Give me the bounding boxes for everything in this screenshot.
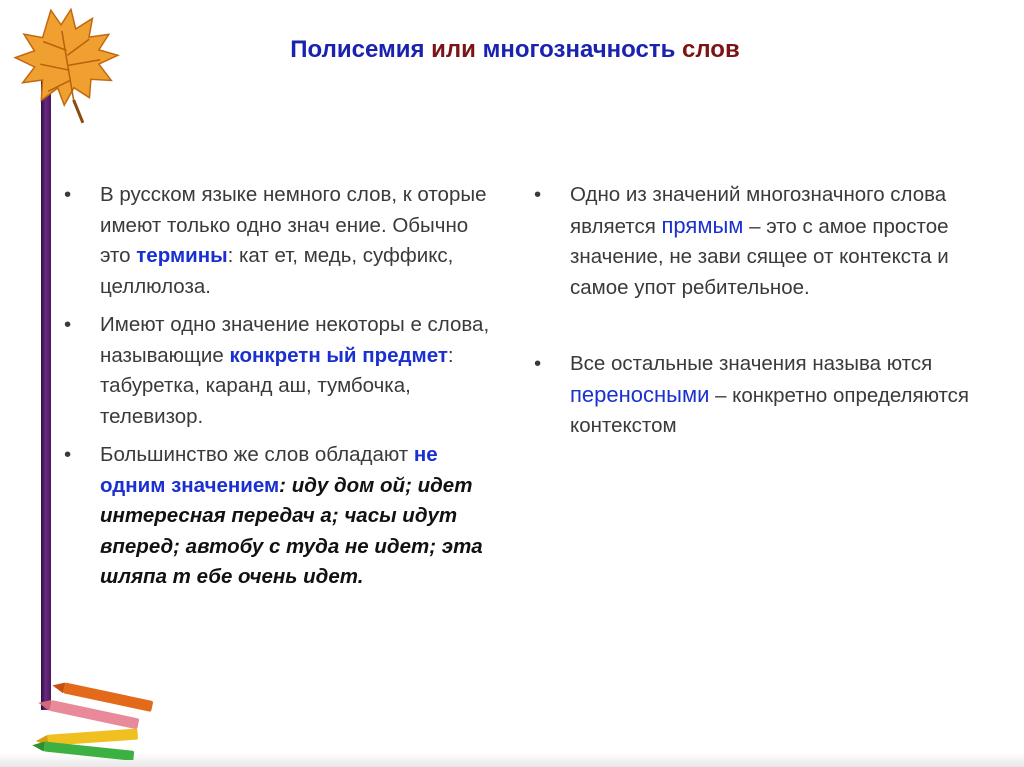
- bullet-icon: •: [64, 183, 72, 206]
- list-item: • Все остальные значения называ ются переносными – конкретно определяются контекстом: [534, 349, 974, 442]
- right-column: [534, 180, 974, 450]
- bullet-icon: •: [534, 352, 542, 375]
- autumn-leaf-icon: [0, 0, 140, 135]
- decorative-stem: [41, 60, 51, 710]
- left-column: [64, 180, 504, 601]
- list-item: • Имеют одно значение некоторы е слова, называющие конкретн ый предмет: табуретка, каранд аш, тумбочка, телевизор.: [64, 310, 504, 432]
- list-item: • Одно из значений многозначного слова является прямым – это с амое простое значение, не зави сящее от контекста и самое упот ребительное.: [534, 180, 974, 303]
- bullet-icon: •: [64, 443, 72, 466]
- list-item: • Большинство же слов обладают не одним значением: иду дом ой; идет интересная передач а; часы идут вперед; автобу с туда не идет; эта шляпа т ебе очень идет.: [64, 440, 504, 593]
- slide-title: Полисемия или многозначность слов: [290, 36, 740, 63]
- list-item: • В русском языке немного слов, к оторые имеют только одно знач ение. Обычно это термины: кат ет, медь, суффикс, целлюлоза.: [64, 180, 504, 302]
- bullet-icon: •: [534, 183, 542, 206]
- crayons-icon: [8, 680, 168, 760]
- bullet-icon: •: [64, 313, 72, 336]
